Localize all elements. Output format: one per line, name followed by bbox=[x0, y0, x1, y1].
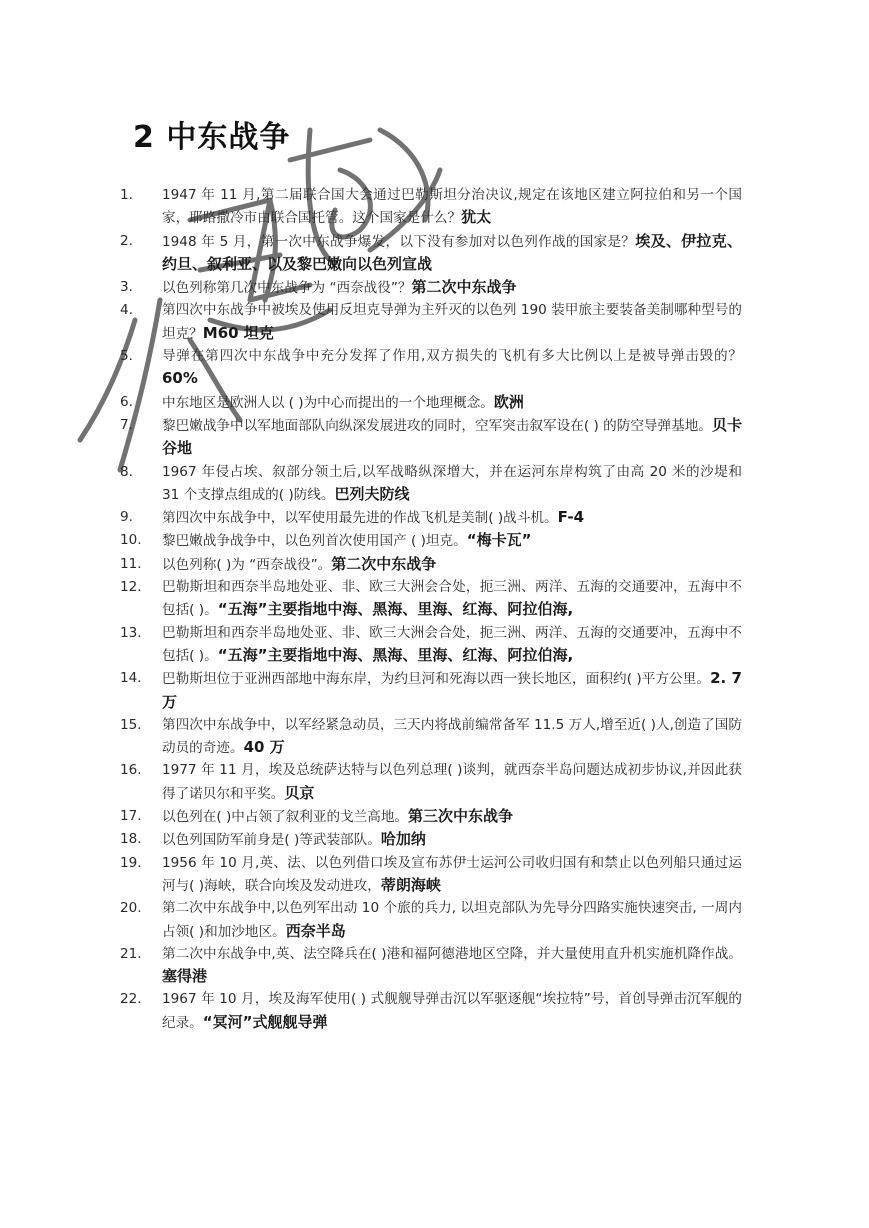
question-number: 16. bbox=[120, 762, 142, 779]
list-item bbox=[120, 184, 742, 230]
list-item bbox=[120, 988, 742, 1034]
answer-text: 贝京 bbox=[284, 783, 315, 802]
question-number: 12. bbox=[120, 579, 142, 596]
question-text: 1947 年 11 月,第二届联合国大会通过巴勒斯坦分治决议,规定在该地区建立阿拉伯和另一个国家，耶路撒冷市由联合国托管。这个国家是什么？ bbox=[162, 187, 742, 227]
list-item bbox=[120, 230, 742, 277]
list-item bbox=[120, 506, 742, 529]
question-number: 5. bbox=[120, 348, 133, 365]
answer-text: 贝卡谷地 bbox=[162, 415, 742, 458]
answer-text: 犹太 bbox=[461, 208, 492, 227]
question-text: 巴勒斯坦和西奈半岛地处亚、非、欧三大洲会合处，扼三洲、两洋、五海的交通要冲，五海中不包括( )。 bbox=[162, 624, 742, 664]
question-text: 以色列称( )为 “西奈战役”。 bbox=[162, 556, 332, 573]
list-item bbox=[120, 943, 742, 989]
question-number: 15. bbox=[120, 716, 142, 733]
question-number: 3. bbox=[120, 279, 133, 296]
question-text: 导弹在第四次中东战争中充分发挥了作用,双方损失的飞机有多大比例以上是被导弹击毁的？ bbox=[162, 348, 742, 365]
list-item bbox=[120, 759, 742, 805]
list-item bbox=[120, 414, 742, 461]
question-number: 22. bbox=[120, 991, 142, 1008]
question-number: 9. bbox=[120, 509, 133, 526]
answer-text: “梅卡瓦” bbox=[466, 531, 532, 550]
question-text: 以色列在( )中占领了叙利亚的戈兰高地。 bbox=[162, 809, 409, 826]
answer-text: 2. 7 万 bbox=[162, 669, 742, 711]
question-text: 巴勒斯坦和西奈半岛地处亚、非、欧三大洲会合处，扼三洲、两洋、五海的交通要冲，五海中不包括( )。 bbox=[162, 579, 742, 619]
question-number: 18. bbox=[120, 831, 142, 848]
list-item bbox=[120, 276, 742, 299]
list-item bbox=[120, 461, 742, 507]
question-text: 黎巴嫩战争战争中，以色列首次使用国产 ( )坦克。 bbox=[162, 533, 467, 550]
question-text: 1956 年 10 月,英、法、以色列借口埃及宣布苏伊士运河公司收归国有和禁止以色列船只通过运河与( )海峡，联合向埃及发动进攻， bbox=[162, 854, 742, 894]
question-number: 13. bbox=[120, 624, 142, 641]
question-number: 2. bbox=[120, 232, 133, 249]
answer-text: “五海”主要指地中海、黑海、里海、红海、阿拉伯海, bbox=[217, 600, 574, 619]
list-item bbox=[120, 299, 742, 345]
list-item bbox=[120, 714, 742, 760]
answer-text: 第三次中东战争 bbox=[408, 807, 514, 826]
question-text: 巴勒斯坦位于亚洲西部地中海东岸，为约旦河和死海以西一狭长地区，面积约( )平方公里。 bbox=[162, 671, 711, 688]
question-number: 10. bbox=[120, 532, 142, 549]
list-item bbox=[120, 529, 742, 552]
list-item bbox=[120, 391, 742, 414]
answer-text: 60% bbox=[162, 369, 198, 388]
question-number: 11. bbox=[120, 555, 142, 572]
answer-text: 塞得港 bbox=[162, 967, 208, 986]
answer-text: 第二次中东战争 bbox=[411, 278, 517, 297]
answer-text: 哈加纳 bbox=[380, 830, 426, 849]
question-text: 第二次中东战争中,英、法空降兵在( )港和福阿德港地区空降，并大量使用直升机实施机降作战。 bbox=[162, 945, 742, 962]
question-text: 1977 年 11 月，埃及总统萨达特与以色列总理( )谈判，就西奈半岛问题达成初步协议,并因此获得了诺贝尔和平奖。 bbox=[162, 762, 742, 802]
answer-text: “冥河”式舰舰导弹 bbox=[202, 1012, 328, 1031]
question-number: 4. bbox=[120, 302, 133, 319]
question-number: 20. bbox=[120, 900, 142, 917]
question-text: 中东地区是欧洲人以 ( )为中心而提出的一个地理概念。 bbox=[162, 394, 494, 411]
answer-text: 第二次中东战争 bbox=[331, 554, 437, 573]
answer-text: 欧洲 bbox=[493, 392, 524, 411]
question-number: 8. bbox=[120, 463, 133, 480]
question-text: 黎巴嫩战争中以军地面部队向纵深发展进攻的同时，空军突击叙军设在( ) 的防空导弹基地。 bbox=[162, 417, 712, 434]
answer-text: “五海”主要指地中海、黑海、里海、红海、阿拉伯海, bbox=[217, 645, 574, 664]
list-item bbox=[120, 622, 742, 668]
list-item bbox=[120, 667, 742, 714]
list-item bbox=[120, 897, 742, 943]
answer-text: 西奈半岛 bbox=[285, 921, 346, 940]
question-text: 以色列称第几次中东战争为 “西奈战役”？ bbox=[162, 280, 412, 297]
question-text: 第四次中东战争中，以军经紧急动员，三天内将战前编常备军 11.5 万人,增至近( )人,创造了国防动员的奇迹。 bbox=[162, 716, 742, 757]
list-item bbox=[120, 828, 742, 851]
question-number: 14. bbox=[120, 670, 142, 687]
answer-text: F-4 bbox=[557, 508, 585, 527]
page-title: 2 中东战争 bbox=[133, 120, 291, 155]
answer-text: 埃及、伊拉克、约旦、叙利亚、以及黎巴嫩向以色列宣战 bbox=[162, 231, 742, 273]
answer-text: M60 坦克 bbox=[202, 323, 274, 342]
answer-text: 巴列夫防线 bbox=[334, 484, 410, 503]
question-text: 第四次中东战争中被埃及使用反坦克导弹为主歼灭的以色列 190 装甲旅主要装备美制哪种型号的坦克？ bbox=[162, 302, 742, 342]
question-text: 1967 年 10 月，埃及海军使用( ) 式舰舰导弹击沉以军驱逐舰“埃拉特”号，首创导弹击沉军舰的纪录。 bbox=[162, 991, 742, 1031]
question-number: 17. bbox=[120, 808, 142, 825]
question-text: 第四次中东战争中，以军使用最先进的作战飞机是美制( )战斗机。 bbox=[162, 510, 558, 527]
list-item bbox=[120, 553, 742, 576]
question-number: 7. bbox=[120, 416, 133, 433]
question-text: 以色列国防军前身是( )等武装部队。 bbox=[162, 832, 381, 849]
question-number: 6. bbox=[120, 393, 133, 410]
list-item bbox=[120, 852, 742, 898]
answer-text: 40 万 bbox=[243, 738, 285, 757]
question-text: 第二次中东战争中,以色列军出动 10 个旅的兵力, 以坦克部队为先导分四路实施快速突击, 一周内占领( )和加沙地区。 bbox=[162, 900, 742, 940]
question-text: 1967 年侵占埃、叙部分领土后,以军战略纵深增大，并在运河东岸构筑了由高 20 米的沙堤和 31 个支撑点组成的( )防线。 bbox=[162, 463, 742, 503]
list-item bbox=[120, 576, 742, 622]
list-item bbox=[120, 345, 742, 391]
question-number: 19. bbox=[120, 854, 142, 871]
question-number: 1. bbox=[120, 187, 133, 203]
question-list bbox=[120, 184, 742, 1034]
question-text: 1948 年 5 月，第一次中东战争爆发，以下没有参加对以色列作战的国家是？ bbox=[162, 233, 636, 250]
list-item bbox=[120, 805, 742, 828]
answer-text: 蒂朗海峡 bbox=[380, 875, 441, 894]
question-number: 21. bbox=[120, 945, 142, 962]
